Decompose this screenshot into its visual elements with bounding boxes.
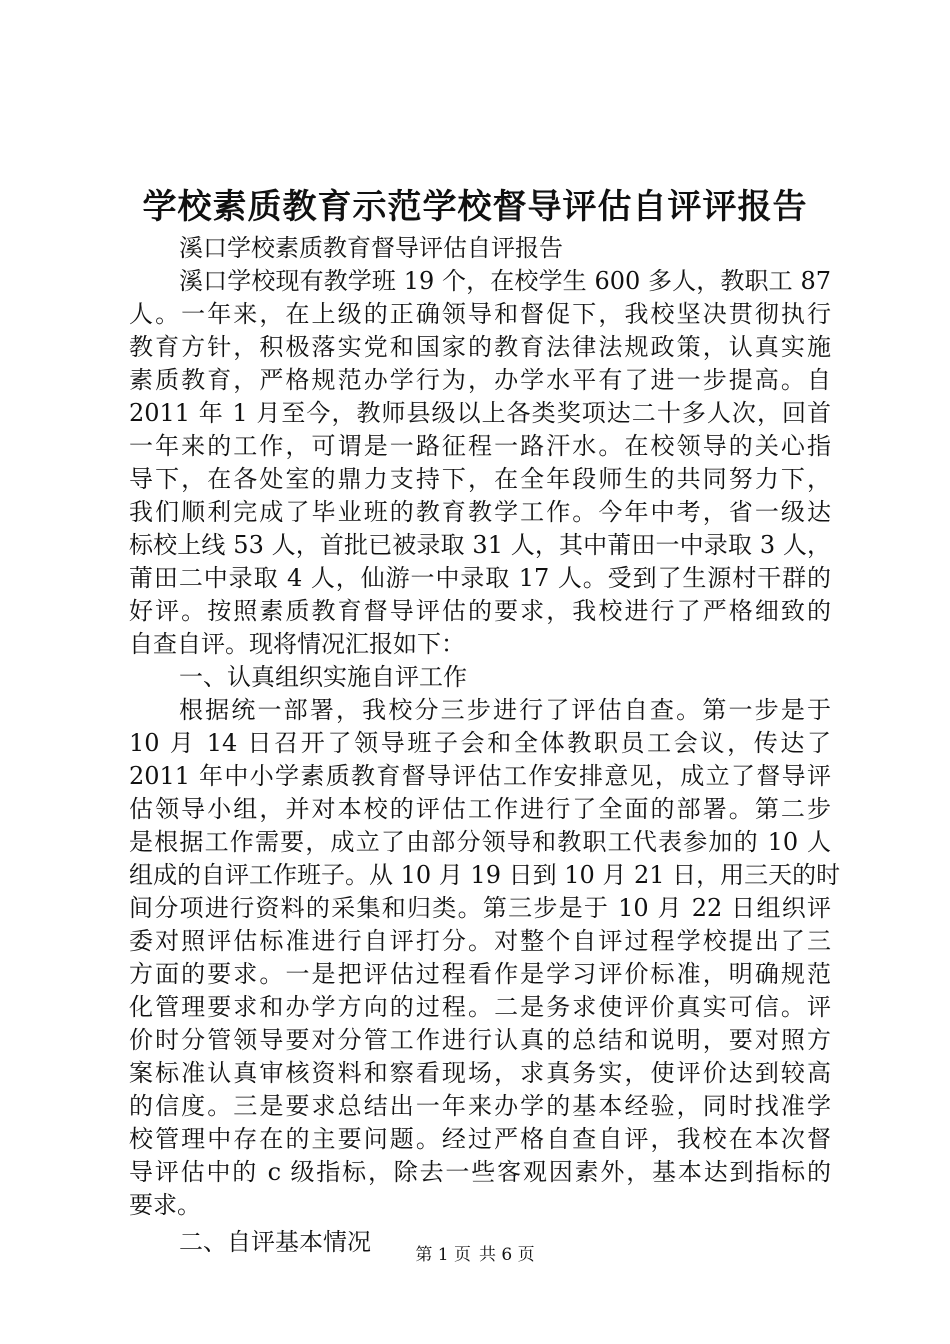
paragraph-line: 根据统一部署，我校分三步进行了评估自查。第一步是于 — [179, 696, 831, 724]
paragraph-line: 好评。按照素质教育督导评估的要求，我校进行了严格细致的 — [129, 597, 831, 625]
paragraph-line: 间分项进行资料的采集和归类。第三步是于 10 月 22 日组织评 — [129, 894, 831, 922]
paragraph-line: 一年来的工作，可谓是一路征程一路汗水。在校领导的关心指 — [129, 432, 831, 460]
paragraph-line: 溪口学校现有教学班 19 个，在校学生 600 多人，教职工 87 — [179, 267, 831, 295]
paragraph-line: 要求。 — [129, 1191, 201, 1219]
paragraph-line: 估领导小组，并对本校的评估工作进行了全面的部署。第二步 — [129, 795, 831, 823]
paragraph-line: 莆田二中录取 4 人，仙游一中录取 17 人。受到了生源村干群的 — [129, 564, 831, 592]
paragraph-line: 标校上线 53 人，首批已被录取 31 人，其中莆田一中录取 3 人， — [129, 531, 831, 559]
paragraph-line: 人。一年来，在上级的正确领导和督促下，我校坚决贯彻执行 — [129, 300, 831, 328]
document-title: 学校素质教育示范学校督导评估自评评报告 — [142, 187, 808, 227]
document-body — [129, 232, 841, 1259]
section-heading: 二、自评基本情况 — [179, 1228, 371, 1256]
page-footer — [0, 1244, 950, 1266]
paragraph-line: 教育方针，积极落实党和国家的教育法律法规政策，认真实施 — [129, 333, 831, 361]
paragraph-line: 自查自评。现将情况汇报如下： — [129, 630, 465, 658]
paragraph-line: 案标准认真审核资料和察看现场，求真务实，使评价达到较高 — [129, 1059, 831, 1087]
paragraph-line: 2011 年 1 月至今，教师县级以上各类奖项达二十多人次，回首 — [129, 399, 831, 427]
paragraph-line: 化管理要求和办学方向的过程。二是务求使评价真实可信。评 — [129, 993, 831, 1021]
page-total: 共 6 页 — [479, 1245, 535, 1265]
paragraph-line: 委对照评估标准进行自评打分。对整个自评过程学校提出了三 — [129, 927, 831, 955]
paragraph-line: 方面的要求。一是把评估过程看作是学习评价标准，明确规范 — [129, 960, 831, 988]
paragraph-line: 组成的自评工作班子。从 10 月 19 日到 10 月 21 日，用三天的时 — [129, 861, 841, 889]
paragraph-line: 价时分管领导要对分管工作进行认真的总结和说明，要对照方 — [129, 1026, 831, 1054]
section-heading: 一、认真组织实施自评工作 — [179, 663, 467, 691]
paragraph-line: 是根据工作需要，成立了由部分领导和教职工代表参加的 10 人 — [129, 828, 831, 856]
paragraph-line: 的信度。三是要求总结出一年来办学的基本经验，同时找准学 — [129, 1092, 831, 1120]
paragraph-line: 素质教育，严格规范办学行为，办学水平有了进一步提高。自 — [129, 366, 831, 394]
paragraph-line: 10 月 14 日召开了领导班子会和全体教职员工会议，传达了 — [129, 729, 831, 757]
paragraph-line: 我们顺利完成了毕业班的教育教学工作。今年中考，省一级达 — [129, 498, 831, 526]
page-number: 第 1 页 — [415, 1245, 471, 1265]
paragraph-line: 导下，在各处室的鼎力支持下，在全年段师生的共同努力下， — [129, 465, 831, 493]
paragraph-line: 导评估中的 c 级指标，除去一些客观因素外，基本达到指标的 — [129, 1158, 831, 1186]
paragraph-line: 校管理中存在的主要问题。经过严格自查自评，我校在本次督 — [129, 1125, 831, 1153]
subtitle-line: 溪口学校素质教育督导评估自评报告 — [179, 234, 563, 262]
paragraph-line: 2011 年中小学素质教育督导评估工作安排意见，成立了督导评 — [129, 762, 831, 790]
